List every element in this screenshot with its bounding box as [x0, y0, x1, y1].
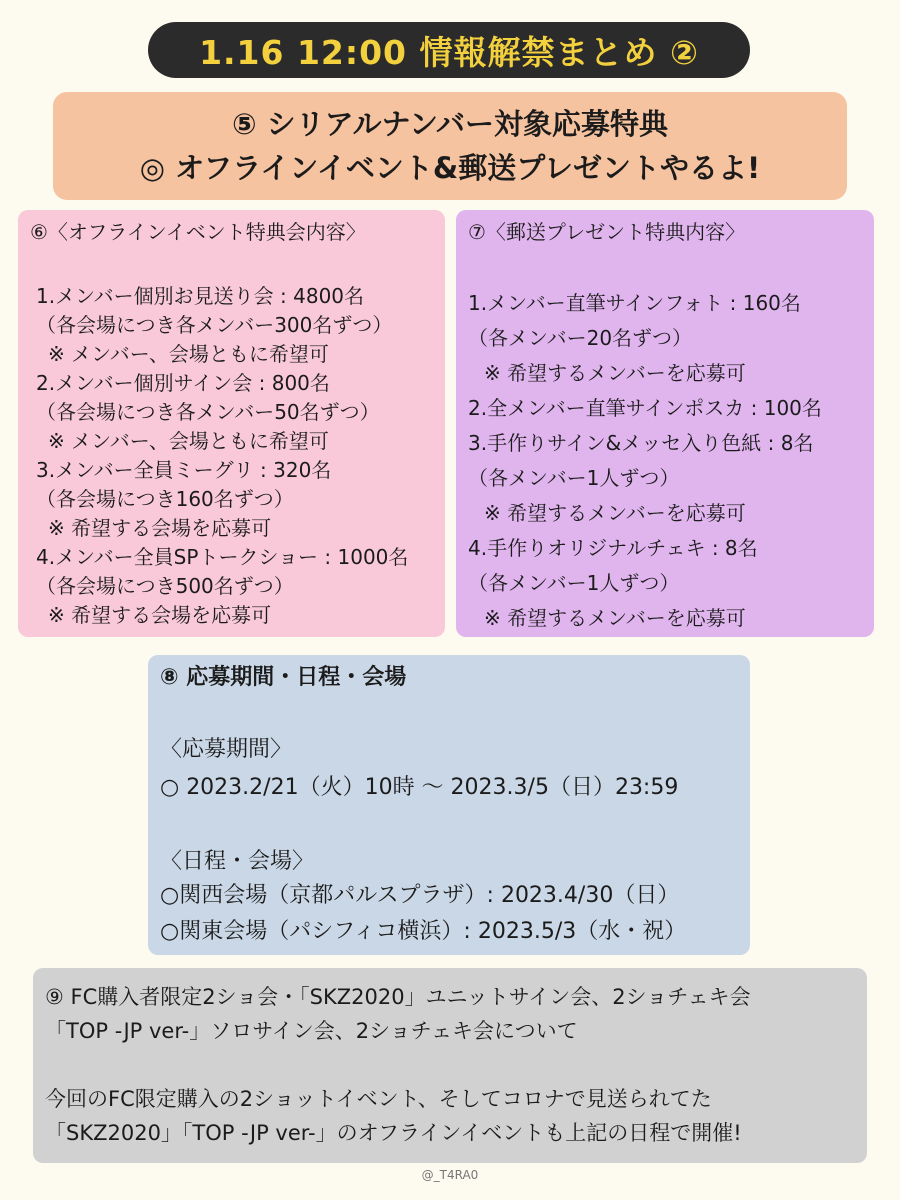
mail-item: 4.手作りオリジナルチェキ : 8名 [468, 536, 758, 560]
offline-item: （各会場につき500名ずつ） [36, 574, 294, 598]
offline-item: （各会場につき160名ずつ） [36, 487, 294, 511]
offline-item: ※ 希望する会場を応募可 [48, 516, 272, 540]
schedule-section [148, 655, 750, 955]
mail-present-section [456, 210, 874, 637]
schedule-heading: ⑧ 応募期間・日程・会場 [160, 665, 407, 690]
offline-heading: ⑥〈オフラインイベント特典会内容〉 [30, 220, 366, 244]
mail-heading: ⑦〈郵送プレゼント特典内容〉 [468, 220, 746, 244]
page-title-text: 1.16 12:00 情報解禁まとめ ② [199, 32, 699, 72]
mail-item: 1.メンバー直筆サインフォト : 160名 [468, 291, 801, 315]
venue-label: 〈日程・会場〉 [160, 849, 315, 874]
banner-line-1: ⑤ シリアルナンバー対象応募特典 [231, 107, 668, 141]
venue-kansai: ○関西会場（京都パルスプラザ）: 2023.4/30（日） [160, 883, 680, 908]
author-credit: @_T4RA0 [421, 1168, 479, 1182]
mail-item: （各メンバー20名ずつ） [468, 326, 693, 350]
offline-item: 1.メンバー個別お見送り会 : 4800名 [36, 284, 365, 308]
fc-event-section [33, 968, 867, 1163]
mail-item: ※ 希望するメンバーを応募可 [484, 361, 746, 385]
serial-banner [53, 92, 847, 200]
fc-line-2: 「TOP -JP ver-」ソロサイン会、2ショチェキ会について [45, 1019, 578, 1043]
period-value: ○ 2023.2/21（火）10時 〜 2023.3/5（日）23:59 [160, 775, 679, 800]
fc-line-4: 「SKZ2020」「TOP -JP ver-」のオフラインイベントも上記の日程で開催! [45, 1121, 742, 1145]
offline-event-section [18, 210, 445, 637]
mail-item: 2.全メンバー直筆サインポスカ : 100名 [468, 396, 822, 420]
offline-item: ※ メンバー、会場ともに希望可 [48, 342, 329, 366]
banner-line-2: ◎ オフラインイベント&郵送プレゼントやるよ! [139, 151, 761, 185]
mail-item: （各メンバー1人ずつ） [468, 466, 680, 490]
mail-item: ※ 希望するメンバーを応募可 [484, 501, 746, 525]
page-title [148, 22, 750, 78]
mail-item: ※ 希望するメンバーを応募可 [484, 606, 746, 630]
fc-line-1: ⑨ FC購入者限定2ショ会・「SKZ2020」ユニットサイン会、2ショチェキ会 [45, 985, 751, 1009]
offline-item: 4.メンバー全員SPトークショー : 1000名 [36, 545, 409, 569]
mail-item: 3.手作りサイン&メッセ入り色紙 : 8名 [468, 431, 814, 455]
offline-item: （各会場につき各メンバー300名ずつ） [36, 313, 393, 337]
mail-item: （各メンバー1人ずつ） [468, 571, 680, 595]
fc-line-3: 今回のFC限定購入の2ショットイベント、そしてコロナで見送られてた [45, 1087, 712, 1111]
offline-item: ※ メンバー、会場ともに希望可 [48, 429, 329, 453]
offline-item: 2.メンバー個別サイン会 : 800名 [36, 371, 330, 395]
offline-item: （各会場につき各メンバー50名ずつ） [36, 400, 380, 424]
offline-item: 3.メンバー全員ミーグリ : 320名 [36, 458, 332, 482]
venue-kanto: ○関東会場（パシフィコ横浜）: 2023.5/3（水・祝） [160, 919, 687, 944]
period-label: 〈応募期間〉 [160, 737, 293, 762]
offline-item: ※ 希望する会場を応募可 [48, 603, 272, 627]
